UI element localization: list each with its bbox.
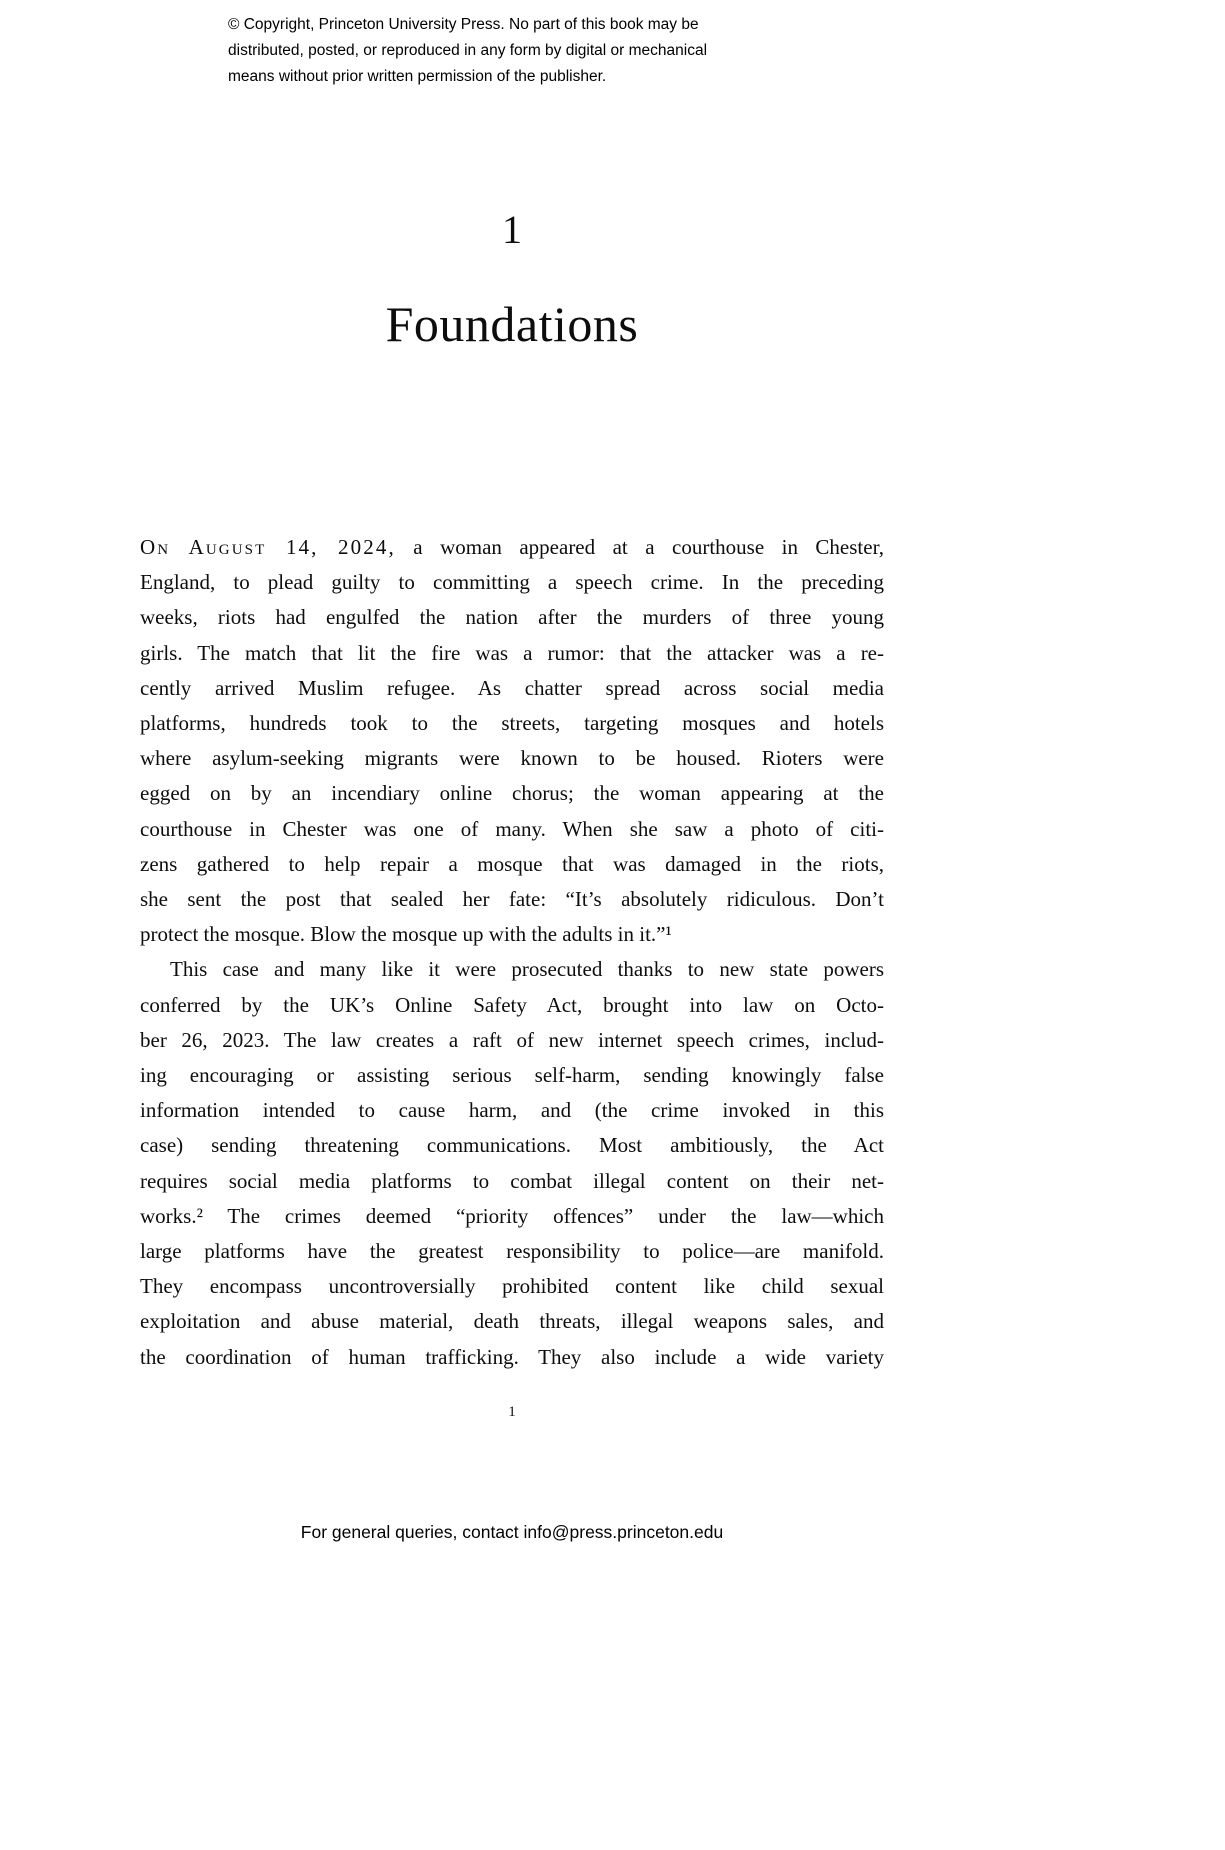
body-line: weeks, riots had engulfed the nation after the murders of three young bbox=[140, 605, 884, 630]
body-line: England, to plead guilty to committing a speech crime. In the preceding bbox=[140, 570, 884, 595]
smallcaps-opener: On August 14, 2024, bbox=[140, 535, 396, 559]
body-line: zens gathered to help repair a mosque that was damaged in the riots, bbox=[140, 851, 884, 876]
paragraph-2 bbox=[140, 952, 884, 1374]
chapter-title: Foundations bbox=[385, 296, 639, 352]
body-line: courthouse in Chester was one of many. When she saw a photo of citi- bbox=[140, 816, 884, 841]
body-line: girls. The match that lit the fire was a rumor: that the attacker was a re- bbox=[140, 640, 884, 665]
body-line: large platforms have the greatest responsibility to police—are manifold. bbox=[140, 1239, 884, 1264]
copyright-line: © Copyright, Princeton University Press. No part of this book may be bbox=[228, 16, 699, 33]
body-line: case) sending threatening communications. Most ambitiously, the Act bbox=[140, 1133, 884, 1158]
body-line: protect the mosque. Blow the mosque up with the adults in it.”¹ bbox=[140, 922, 672, 947]
body-line: ber 26, 2023. The law creates a raft of new internet speech crimes, includ- bbox=[140, 1027, 884, 1052]
body-line: the coordination of human trafficking. They also include a wide variety bbox=[140, 1344, 884, 1369]
paragraph-1-lines bbox=[140, 565, 884, 952]
body-text bbox=[140, 530, 884, 1375]
line-text: a woman appeared at a courthouse in Chester, bbox=[395, 535, 884, 559]
copyright-notice bbox=[228, 12, 707, 90]
body-line: where asylum-seeking migrants were known to be housed. Rioters were bbox=[140, 746, 884, 771]
footer-contact-line: For general queries, contact info@press.princeton.edu bbox=[300, 1522, 724, 1542]
body-line: information intended to cause harm, and (the crime invoked in this bbox=[140, 1098, 884, 1123]
body-line: ing encouraging or assisting serious self-harm, sending knowingly false bbox=[140, 1063, 884, 1088]
page-number: 1 bbox=[508, 1404, 516, 1420]
body-line: she sent the post that sealed her fate: “It’s absolutely ridiculous. Don’t bbox=[140, 887, 884, 912]
body-line: conferred by the UK’s Online Safety Act, brought into law on Octo- bbox=[140, 992, 884, 1017]
body-line: platforms, hundreds took to the streets, targeting mosques and hotels bbox=[140, 711, 884, 736]
paragraph-1 bbox=[140, 530, 884, 952]
copyright-line: means without prior written permission of the publisher. bbox=[228, 68, 607, 85]
body-line: They encompass uncontroversially prohibited content like child sexual bbox=[140, 1274, 884, 1299]
body-line: cently arrived Muslim refugee. As chatter spread across social media bbox=[140, 675, 884, 700]
chapter-number: 1 bbox=[502, 207, 522, 252]
body-line: exploitation and abuse material, death threats, illegal weapons sales, and bbox=[140, 1309, 884, 1334]
body-line: requires social media platforms to combat illegal content on their net- bbox=[140, 1168, 884, 1193]
body-line: works.² The crimes deemed “priority offences” under the law—which bbox=[140, 1203, 884, 1228]
paragraph-2-lines bbox=[140, 952, 884, 1374]
copyright-line: distributed, posted, or reproduced in any form by digital or mechanical bbox=[228, 42, 708, 59]
body-line: This case and many like it were prosecuted thanks to new state powers bbox=[170, 957, 884, 982]
body-line bbox=[140, 530, 884, 565]
body-line: egged on by an incendiary online chorus; the woman appearing at the bbox=[140, 781, 884, 806]
